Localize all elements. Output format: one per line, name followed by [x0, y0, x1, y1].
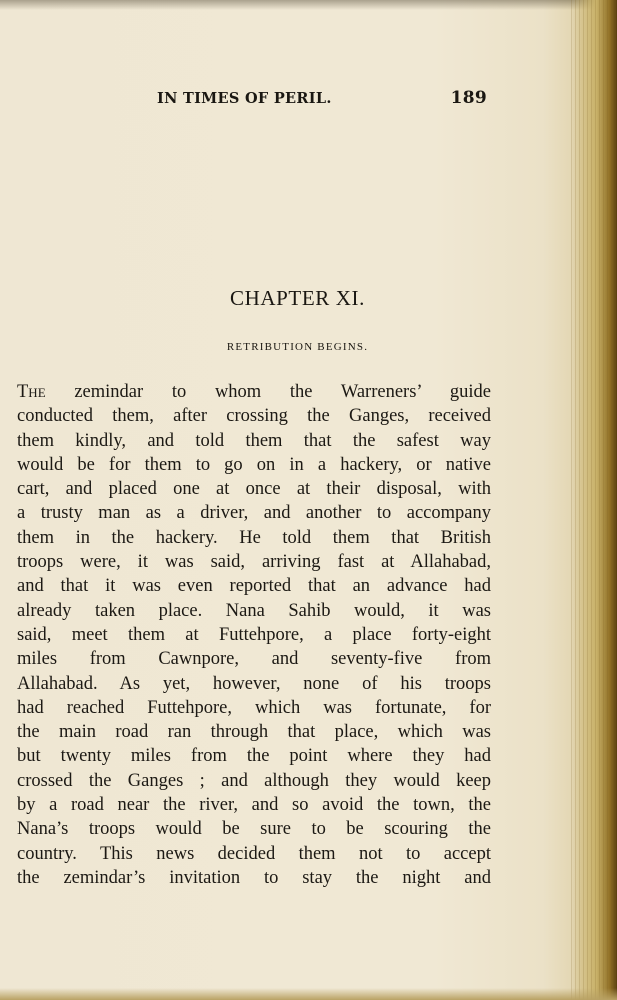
text-line: miles from Cawnpore, and seventy-five from	[17, 649, 491, 670]
paragraph-opening-word: The	[17, 382, 46, 402]
text-line: them kindly, and told them that the safest way	[17, 430, 491, 451]
page-bottom-edge	[0, 988, 617, 1000]
text-line: them in the hackery. He told them that British	[17, 527, 491, 548]
text-line: by a road near the river, and so avoid the town, the	[17, 795, 491, 816]
text-line: troops were, it was said, arriving fast at Allahabad,	[17, 552, 491, 573]
text-line: conducted them, after crossing the Ganges, received	[17, 406, 491, 427]
text-line: but twenty miles from the point where they had	[17, 746, 491, 767]
text-line: a trusty man as a driver, and another to accompany	[17, 503, 491, 524]
text-line: Nana’s troops would be sure to be scouring the	[17, 819, 491, 840]
text-line: the main road ran through that place, which was	[17, 722, 491, 743]
text-line: had reached Futtehpore, which was fortunate, for	[17, 697, 491, 718]
page-top-shadow	[0, 0, 617, 10]
running-head-title: IN TIMES OF PERIL.	[157, 90, 332, 107]
text-line: cart, and placed one at once at their disposal, with	[17, 479, 491, 500]
text-line: and that it was even reported that an advance had	[17, 576, 491, 597]
chapter-subtitle: RETRIBUTION BEGINS.	[226, 341, 369, 353]
page-edge	[571, 0, 617, 1000]
chapter-title: CHAPTER XI.	[230, 286, 365, 310]
text-line: Allahabad. As yet, however, none of his troops	[17, 673, 491, 694]
text-line: The zemindar to whom the Warreners’ guide	[17, 382, 491, 402]
text-line: crossed the Ganges ; and although they would keep	[17, 770, 491, 791]
text-line: already taken place. Nana Sahib would, it was	[17, 600, 491, 621]
text-line: would be for them to go on in a hackery, or native	[17, 454, 491, 475]
page-number: 189	[450, 88, 487, 108]
text-line: the zemindar’s invitation to stay the night and	[17, 867, 491, 888]
body-text	[17, 380, 491, 890]
text-line: said, meet them at Futtehpore, a place forty-eight	[17, 624, 491, 645]
text-line: country. This news decided them not to accept	[17, 843, 491, 864]
